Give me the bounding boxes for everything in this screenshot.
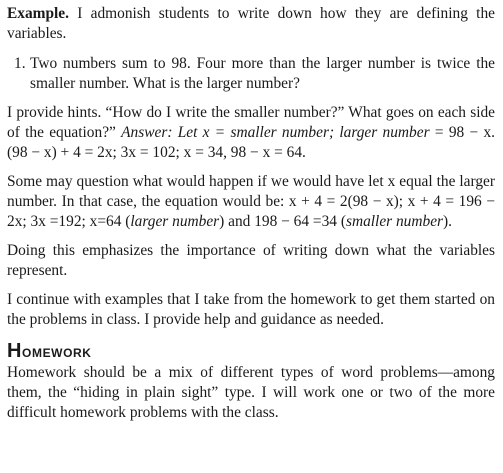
hints-text: I provide hints. “How do I write the smaller number?” What goes on each side of the equation?” <box>7 104 495 141</box>
homework-paragraph: Homework should be a mix of different types of word problems—among them, the “hiding in plain sight” type. I will work one or two of the more difficult homework problems with the class. <box>7 364 495 421</box>
example-text: I admonish students to write down how they are defining the variables. <box>7 5 495 42</box>
hints-answer-text: = 98 − x.(98 − x) + 4 = 2x; 3x = 102; x = 34, 98 − x = 64. <box>7 124 495 161</box>
continue-paragraph: I continue with examples that I take from the homework to get them started on the problems in class. I provide help and guidance as needed. <box>7 291 495 328</box>
alternate-paragraph <box>7 172 495 232</box>
hints-answer-label: Answer: Let x = smaller number; larger number <box>121 124 430 141</box>
problem-list-item <box>7 54 495 94</box>
alternate-text-2: ) and 198 − 64 =34 ( <box>219 213 346 230</box>
alternate-text-1: Some may question what would happen if we would have let x equal the larger number. In that case, the equation would be: x + 4 = 2(98 − x); x + 4 = 196 − 2x; 3x =192; x=64 ( <box>7 173 495 230</box>
example-paragraph <box>7 4 495 44</box>
homework-heading-rest: omework <box>22 341 92 361</box>
homework-heading <box>7 340 495 362</box>
document-page <box>7 0 495 423</box>
homework-heading-initial: H <box>7 340 23 362</box>
alternate-italic-smaller: smaller number <box>345 213 444 230</box>
alternate-italic-larger: larger number <box>130 213 220 230</box>
alternate-text-3: ). <box>443 213 452 230</box>
problem-text: Two numbers sum to 98. Four more than the larger number is twice the smaller number. What is the larger number? <box>30 55 495 92</box>
emphasis-paragraph: Doing this emphasizes the importance of writing down what the variables represent. <box>7 242 495 279</box>
example-label: Example. <box>7 5 69 22</box>
problem-number: 1. <box>14 55 26 72</box>
hints-paragraph <box>7 103 495 163</box>
